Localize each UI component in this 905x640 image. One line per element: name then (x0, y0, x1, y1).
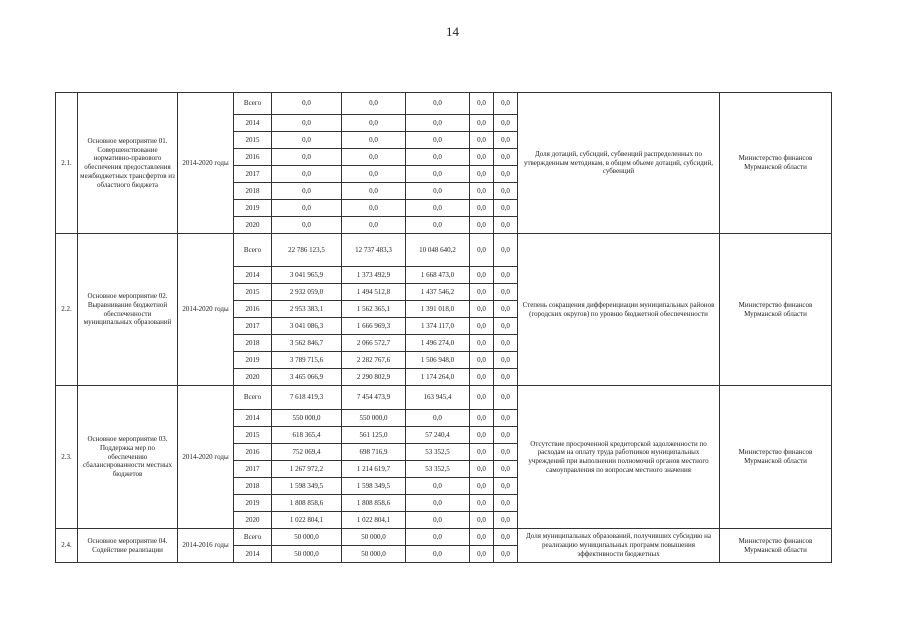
federal-budget-cell: 53 352,5 (406, 461, 470, 478)
total-amount-cell: 1 267 972,2 (272, 461, 342, 478)
total-amount-cell: 3 041 965,9 (272, 267, 342, 284)
total-amount-cell: 618 365,4 (272, 427, 342, 444)
year-cell: 2014 (234, 267, 272, 284)
year-cell: 2018 (234, 335, 272, 352)
local-budget-cell: 0,0 (470, 410, 494, 427)
total-amount-cell: 0,0 (272, 149, 342, 166)
federal-budget-cell: 1 374 117,0 (406, 318, 470, 335)
total-amount-cell: 1 022 804,1 (272, 512, 342, 529)
local-budget-cell: 0,0 (470, 369, 494, 386)
regional-budget-cell: 1 562 365,1 (342, 301, 406, 318)
regional-budget-cell: 1 808 858,6 (342, 495, 406, 512)
federal-budget-cell: 1 496 274,0 (406, 335, 470, 352)
executor-cell: Министерство финансов Мурманской области (720, 529, 832, 563)
regional-budget-cell: 0,0 (342, 132, 406, 149)
other-sources-cell: 0,0 (494, 267, 518, 284)
year-cell: 2020 (234, 369, 272, 386)
regional-budget-cell: 12 737 483,3 (342, 234, 406, 267)
other-sources-cell: 0,0 (494, 495, 518, 512)
total-amount-cell: 3 041 086,3 (272, 318, 342, 335)
federal-budget-cell: 0,0 (406, 93, 470, 115)
activity-cell: Основное мероприятие 03. Поддержка мер по обеспечению сбалансированности местных бюджетов (78, 386, 178, 529)
federal-budget-cell: 1 174 264,0 (406, 369, 470, 386)
regional-budget-cell: 0,0 (342, 93, 406, 115)
indicator-cell: Отсутствие просроченной кредиторской задолженности по расходам на оплату труда работников муниципальных учреждений при выполнении полномочий органов местного самоуправления по вопросам местного значения (518, 386, 720, 529)
other-sources-cell: 0,0 (494, 217, 518, 234)
regional-budget-cell: 1 494 512,8 (342, 284, 406, 301)
other-sources-cell: 0,0 (494, 284, 518, 301)
local-budget-cell: 0,0 (470, 183, 494, 200)
regional-budget-cell: 50 000,0 (342, 546, 406, 563)
local-budget-cell: 0,0 (470, 234, 494, 267)
total-amount-cell: 1 808 858,6 (272, 495, 342, 512)
other-sources-cell: 0,0 (494, 478, 518, 495)
year-cell: Всего (234, 234, 272, 267)
total-amount-cell: 0,0 (272, 132, 342, 149)
local-budget-cell: 0,0 (470, 461, 494, 478)
other-sources-cell: 0,0 (494, 166, 518, 183)
total-amount-cell: 3 789 715,6 (272, 352, 342, 369)
executor-cell: Министерство финансов Мурманской области (720, 386, 832, 529)
year-cell: 2015 (234, 427, 272, 444)
regional-budget-cell: 550 000,0 (342, 410, 406, 427)
total-amount-cell: 0,0 (272, 200, 342, 217)
year-cell: 2017 (234, 318, 272, 335)
federal-budget-cell: 10 048 640,2 (406, 234, 470, 267)
year-cell: Всего (234, 386, 272, 410)
local-budget-cell: 0,0 (470, 352, 494, 369)
regional-budget-cell: 698 716,9 (342, 444, 406, 461)
other-sources-cell: 0,0 (494, 386, 518, 410)
table-row (56, 386, 832, 410)
total-amount-cell: 22 786 123,5 (272, 234, 342, 267)
total-amount-cell: 0,0 (272, 217, 342, 234)
table-row (56, 234, 832, 267)
program-activities-table (55, 92, 832, 563)
other-sources-cell: 0,0 (494, 410, 518, 427)
regional-budget-cell: 561 125,0 (342, 427, 406, 444)
federal-budget-cell: 0,0 (406, 410, 470, 427)
local-budget-cell: 0,0 (470, 386, 494, 410)
federal-budget-cell: 0,0 (406, 166, 470, 183)
year-cell: 2018 (234, 183, 272, 200)
total-amount-cell: 3 562 846,7 (272, 335, 342, 352)
regional-budget-cell: 1 598 349,5 (342, 478, 406, 495)
regional-budget-cell: 0,0 (342, 166, 406, 183)
local-budget-cell: 0,0 (470, 546, 494, 563)
local-budget-cell: 0,0 (470, 427, 494, 444)
regional-budget-cell: 1 373 492,9 (342, 267, 406, 284)
federal-budget-cell: 1 506 948,0 (406, 352, 470, 369)
total-amount-cell: 0,0 (272, 115, 342, 132)
federal-budget-cell: 57 240,4 (406, 427, 470, 444)
local-budget-cell: 0,0 (470, 149, 494, 166)
year-cell: 2018 (234, 478, 272, 495)
local-budget-cell: 0,0 (470, 200, 494, 217)
table-row (56, 93, 832, 115)
regional-budget-cell: 1 214 619,7 (342, 461, 406, 478)
local-budget-cell: 0,0 (470, 132, 494, 149)
executor-cell: Министерство финансов Мурманской области (720, 93, 832, 234)
regional-budget-cell: 50 000,0 (342, 529, 406, 546)
year-cell: Всего (234, 529, 272, 546)
other-sources-cell: 0,0 (494, 546, 518, 563)
total-amount-cell: 1 598 349,5 (272, 478, 342, 495)
year-cell: 2014 (234, 410, 272, 427)
regional-budget-cell: 1 022 804,1 (342, 512, 406, 529)
year-cell: 2014 (234, 115, 272, 132)
federal-budget-cell: 0,0 (406, 495, 470, 512)
section-number-cell: 2.3. (56, 386, 78, 529)
local-budget-cell: 0,0 (470, 284, 494, 301)
year-cell: 2019 (234, 352, 272, 369)
local-budget-cell: 0,0 (470, 115, 494, 132)
section-number-cell: 2.4. (56, 529, 78, 563)
local-budget-cell: 0,0 (470, 512, 494, 529)
federal-budget-cell: 0,0 (406, 217, 470, 234)
indicator-cell: Доля муниципальных образований, получивших субсидию на реализацию муниципальных программ повышения эффективности бюджетных (518, 529, 720, 563)
local-budget-cell: 0,0 (470, 267, 494, 284)
page-number: 14 (446, 24, 459, 39)
year-cell: 2017 (234, 461, 272, 478)
total-amount-cell: 0,0 (272, 183, 342, 200)
year-cell: 2020 (234, 512, 272, 529)
local-budget-cell: 0,0 (470, 217, 494, 234)
federal-budget-cell: 1 437 546,2 (406, 284, 470, 301)
other-sources-cell: 0,0 (494, 352, 518, 369)
other-sources-cell: 0,0 (494, 335, 518, 352)
year-cell: 2016 (234, 301, 272, 318)
total-amount-cell: 2 932 059,0 (272, 284, 342, 301)
other-sources-cell: 0,0 (494, 427, 518, 444)
year-cell: 2019 (234, 200, 272, 217)
other-sources-cell: 0,0 (494, 369, 518, 386)
regional-budget-cell: 0,0 (342, 200, 406, 217)
regional-budget-cell: 7 454 473,9 (342, 386, 406, 410)
federal-budget-cell: 1 391 018,0 (406, 301, 470, 318)
table-row (56, 529, 832, 546)
year-cell: 2020 (234, 217, 272, 234)
activity-cell: Основное мероприятие 01. Совершенствование нормативно-правового обеспечения предоставления межбюджетных трансфертов из областного бюджета (78, 93, 178, 234)
other-sources-cell: 0,0 (494, 444, 518, 461)
indicator-cell: Доля дотаций, субсидий, субвенций распределенных по утвержденным методикам, в общем объеме дотаций, субсидий, субвенций (518, 93, 720, 234)
period-cell: 2014-2020 годы (178, 386, 234, 529)
federal-budget-cell: 0,0 (406, 478, 470, 495)
regional-budget-cell: 0,0 (342, 183, 406, 200)
other-sources-cell: 0,0 (494, 93, 518, 115)
activity-cell: Основное мероприятие 02. Выравнивание бюджетной обеспеченности муниципальных образований (78, 234, 178, 386)
other-sources-cell: 0,0 (494, 115, 518, 132)
section-number-cell: 2.2. (56, 234, 78, 386)
regional-budget-cell: 0,0 (342, 115, 406, 132)
other-sources-cell: 0,0 (494, 200, 518, 217)
year-cell: 2017 (234, 166, 272, 183)
regional-budget-cell: 2 282 767,6 (342, 352, 406, 369)
year-cell: 2015 (234, 132, 272, 149)
federal-budget-cell: 0,0 (406, 546, 470, 563)
federal-budget-cell: 0,0 (406, 512, 470, 529)
federal-budget-cell: 1 668 473,0 (406, 267, 470, 284)
other-sources-cell: 0,0 (494, 234, 518, 267)
federal-budget-cell: 53 352,5 (406, 444, 470, 461)
total-amount-cell: 0,0 (272, 166, 342, 183)
local-budget-cell: 0,0 (470, 166, 494, 183)
year-cell: 2014 (234, 546, 272, 563)
year-cell: 2015 (234, 284, 272, 301)
activity-cell: Основное мероприятие 04. Содействие реализации (78, 529, 178, 563)
period-cell: 2014-2020 годы (178, 93, 234, 234)
local-budget-cell: 0,0 (470, 335, 494, 352)
federal-budget-cell: 0,0 (406, 132, 470, 149)
total-amount-cell: 3 465 066,9 (272, 369, 342, 386)
other-sources-cell: 0,0 (494, 512, 518, 529)
total-amount-cell: 50 000,0 (272, 546, 342, 563)
other-sources-cell: 0,0 (494, 132, 518, 149)
federal-budget-cell: 0,0 (406, 200, 470, 217)
executor-cell: Министерство финансов Мурманской области (720, 234, 832, 386)
regional-budget-cell: 0,0 (342, 217, 406, 234)
local-budget-cell: 0,0 (470, 529, 494, 546)
federal-budget-cell: 0,0 (406, 529, 470, 546)
local-budget-cell: 0,0 (470, 93, 494, 115)
other-sources-cell: 0,0 (494, 149, 518, 166)
federal-budget-cell: 0,0 (406, 183, 470, 200)
local-budget-cell: 0,0 (470, 318, 494, 335)
year-cell: 2016 (234, 149, 272, 166)
period-cell: 2014-2020 годы (178, 234, 234, 386)
regional-budget-cell: 0,0 (342, 149, 406, 166)
federal-budget-cell: 0,0 (406, 115, 470, 132)
total-amount-cell: 0,0 (272, 93, 342, 115)
local-budget-cell: 0,0 (470, 444, 494, 461)
other-sources-cell: 0,0 (494, 461, 518, 478)
indicator-cell: Степень сокращения дифференциации муниципальных районов (городских округов) по уровню бюджетной обеспеченности (518, 234, 720, 386)
local-budget-cell: 0,0 (470, 478, 494, 495)
other-sources-cell: 0,0 (494, 529, 518, 546)
local-budget-cell: 0,0 (470, 495, 494, 512)
year-cell: 2016 (234, 444, 272, 461)
regional-budget-cell: 2 066 572,7 (342, 335, 406, 352)
total-amount-cell: 2 953 383,1 (272, 301, 342, 318)
total-amount-cell: 7 618 419,3 (272, 386, 342, 410)
federal-budget-cell: 0,0 (406, 149, 470, 166)
total-amount-cell: 50 000,0 (272, 529, 342, 546)
local-budget-cell: 0,0 (470, 301, 494, 318)
regional-budget-cell: 1 666 969,3 (342, 318, 406, 335)
year-cell: 2019 (234, 495, 272, 512)
total-amount-cell: 550 000,0 (272, 410, 342, 427)
other-sources-cell: 0,0 (494, 301, 518, 318)
regional-budget-cell: 2 290 802,9 (342, 369, 406, 386)
other-sources-cell: 0,0 (494, 318, 518, 335)
other-sources-cell: 0,0 (494, 183, 518, 200)
period-cell: 2014-2016 годы (178, 529, 234, 563)
federal-budget-cell: 163 945,4 (406, 386, 470, 410)
section-number-cell: 2.1. (56, 93, 78, 234)
year-cell: Всего (234, 93, 272, 115)
total-amount-cell: 752 069,4 (272, 444, 342, 461)
